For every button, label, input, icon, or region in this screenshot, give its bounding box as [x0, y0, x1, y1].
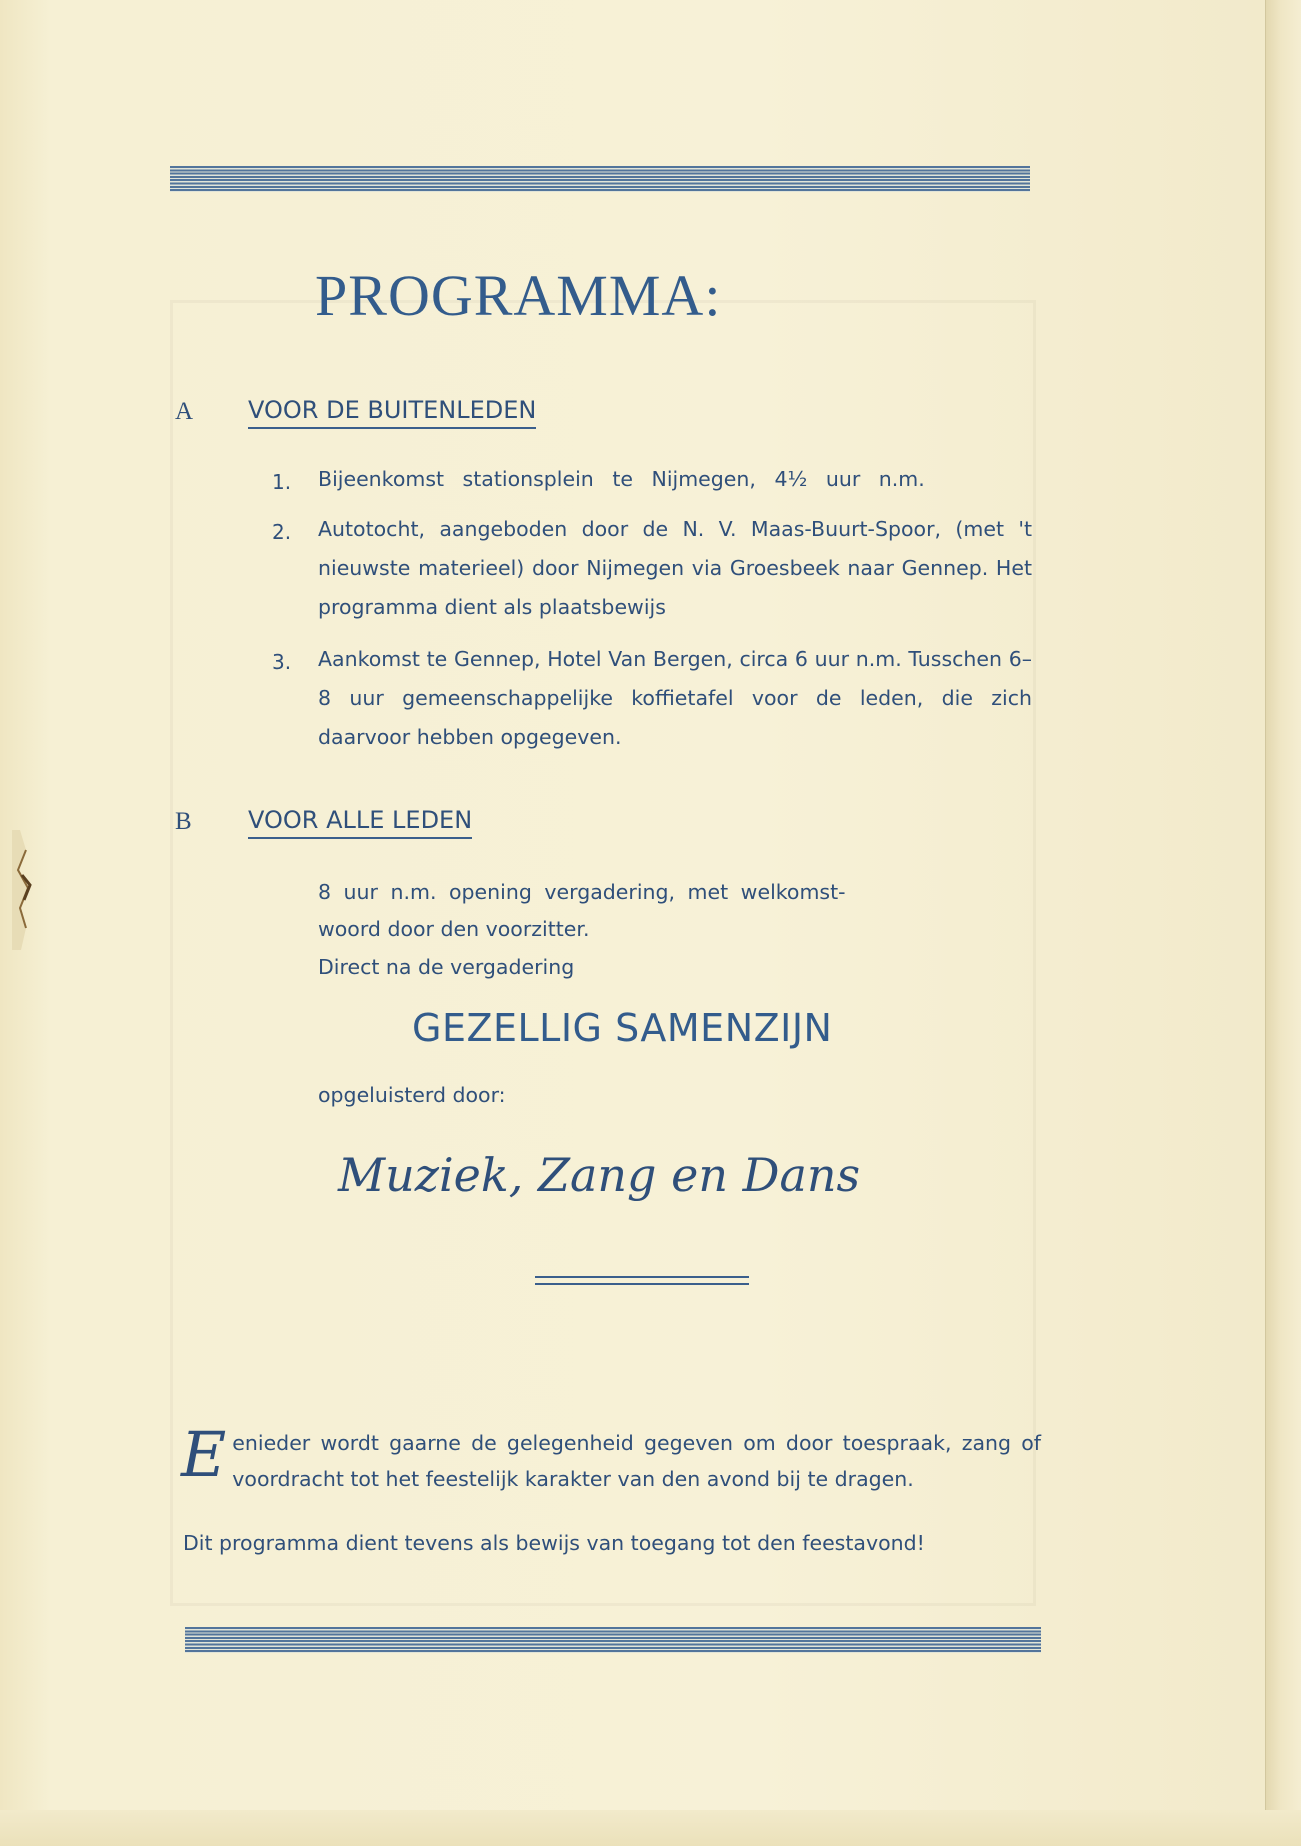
admission-note: Dit programma dient tevens als bewijs van toegang tot den feestavond! [183, 1531, 925, 1555]
drop-cap: E [181, 1418, 227, 1491]
next-page-edge [1265, 0, 1301, 1846]
opgeluisterd-line: opgeluisterd door: [318, 1083, 506, 1107]
divider-line-bottom [535, 1283, 749, 1285]
binding-tear [12, 830, 38, 950]
welcome-line: woord door den voorzitter. [318, 917, 590, 941]
item-number: 2. [272, 520, 292, 544]
music-song-dance-script: Muziek, Zang en Dans [338, 1148, 861, 1202]
section-b-letter: B [175, 808, 192, 835]
opening-line: 8 uur n.m. opening vergadering, met welkomst- [318, 880, 846, 904]
section-b-heading: VOOR ALLE LEDEN [248, 806, 472, 839]
closing-text: enieder wordt gaarne de gelegenheid gegeven om door toespraak, zang of voordracht tot het feestelijk karakter van den avond bij te dragen. [232, 1431, 1041, 1491]
item-number: 1. [272, 470, 292, 494]
divider-line-top [535, 1276, 749, 1278]
item-text: Aankomst te Gennep, Hotel Van Bergen, circa 6 uur n.m. Tusschen 6–8 uur gemeenschappelijke koffietafel voor de leden, die zich daarvoor hebben opgegeven. [318, 647, 1032, 749]
bottom-decorative-band [185, 1627, 1041, 1653]
gezellig-samenzijn-heading: GEZELLIG SAMENZIJN [412, 1006, 833, 1050]
item-text: Autotocht, aangeboden door de N. V. Maas-Buurt-Spoor, (met 't nieuwste materieel) door Nijmegen via Groesbeek naar Gennep. Het programma dient als plaatsbewijs [318, 517, 1032, 619]
paper-bottom-edge [0, 1810, 1301, 1846]
section-a-heading: VOOR DE BUITENLEDEN [248, 396, 536, 429]
after-meeting-line: Direct na de vergadering [318, 955, 575, 979]
item-text: Bijeenkomst stationsplein te Nijmegen, 4½ uur n.m. [318, 467, 925, 491]
top-decorative-band [170, 166, 1030, 192]
item-number: 3. [272, 650, 292, 674]
page-title: PROGRAMMA: [315, 263, 722, 328]
closing-paragraph [181, 1418, 1041, 1497]
section-a-letter: A [175, 398, 194, 425]
